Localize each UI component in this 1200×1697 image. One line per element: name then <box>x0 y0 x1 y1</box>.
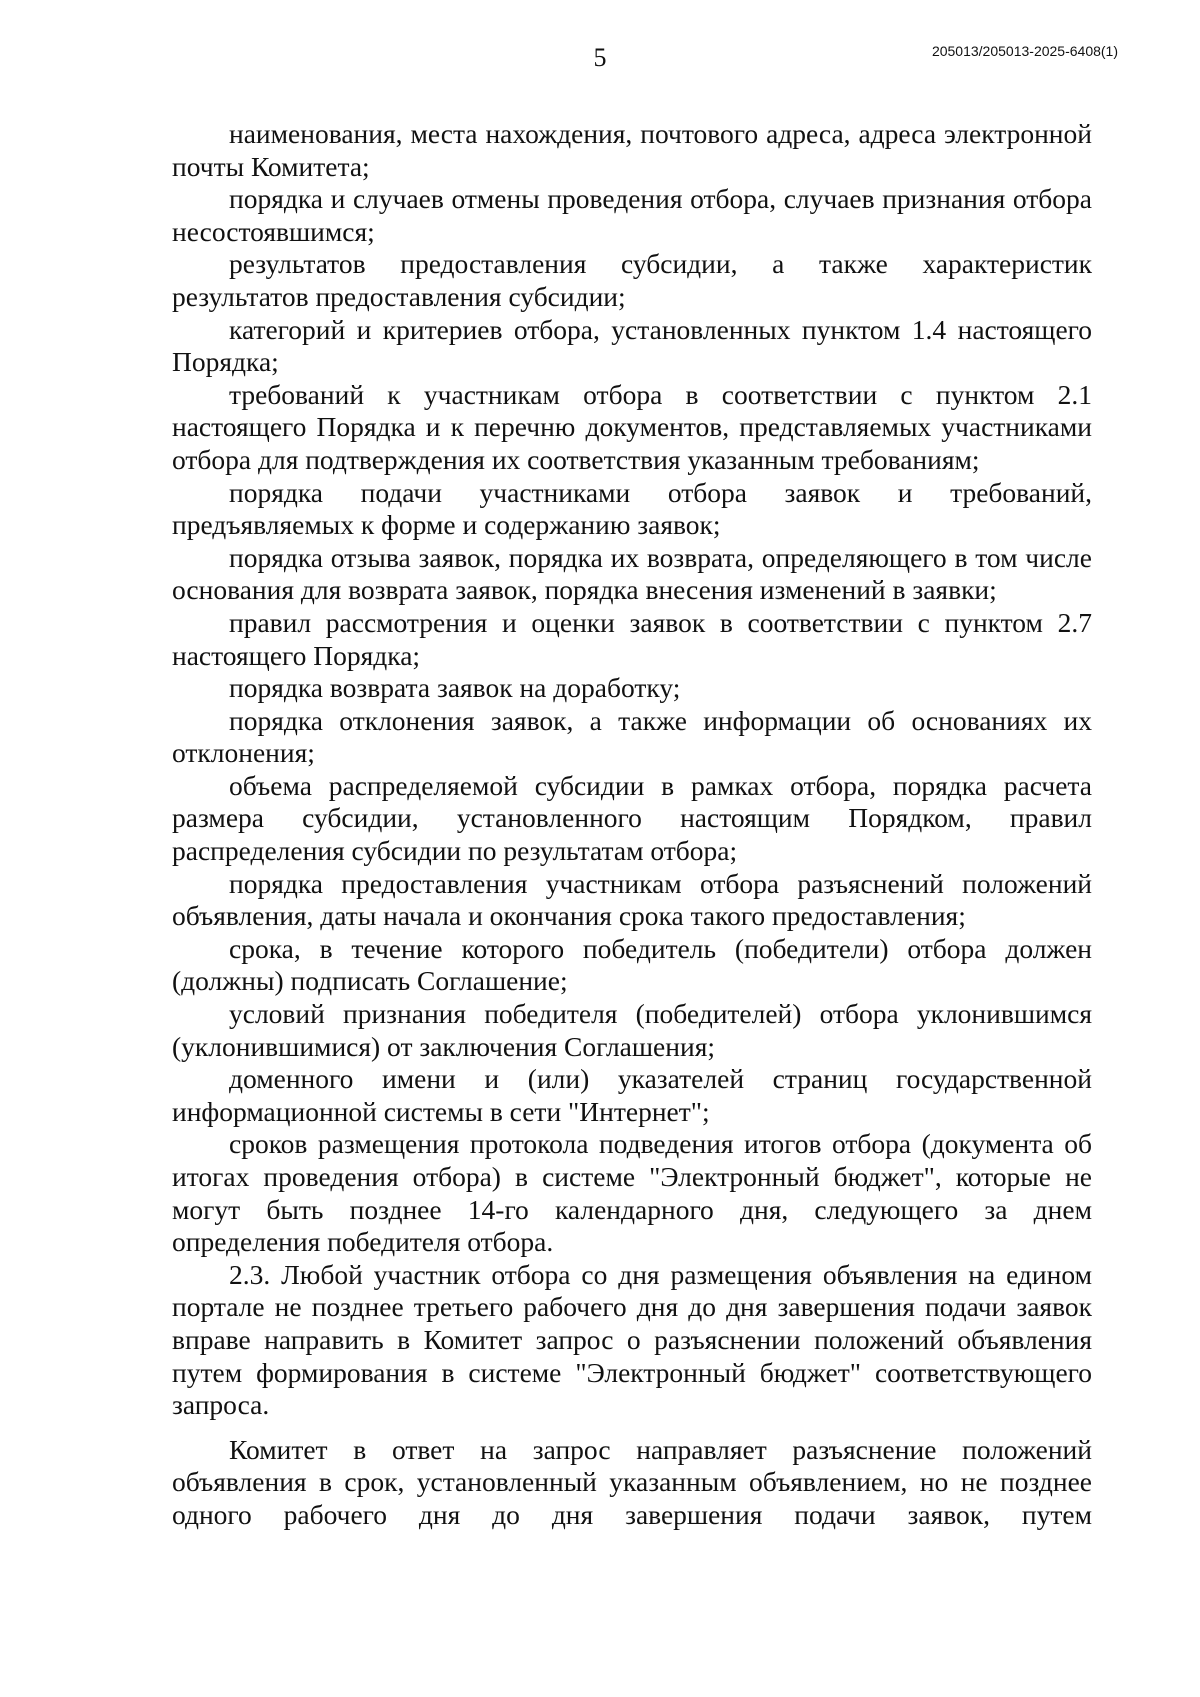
paragraph: срока, в течение которого победитель (победители) отбора должен (должны) подписать Соглашение; <box>172 932 1092 997</box>
paragraph: порядка отклонения заявок, а также информации об основаниях их отклонения; <box>172 704 1092 769</box>
paragraph: порядка подачи участниками отбора заявок и требований, предъявляемых к форме и содержанию заявок; <box>172 476 1092 541</box>
paragraph: правил рассмотрения и оценки заявок в соответствии с пунктом 2.7 настоящего Порядка; <box>172 606 1092 671</box>
paragraph: доменного имени и (или) указателей страниц государственной информационной системы в сети "Интернет"; <box>172 1063 1092 1127</box>
paragraph: порядка возврата заявок на доработку; <box>229 672 681 704</box>
paragraph: наименования, места нахождения, почтового адреса, адреса электронной почты Комитета; <box>172 118 1092 182</box>
page-number: 5 <box>593 43 607 72</box>
paragraph: порядка предоставления участникам отбора разъяснений положений объявления, даты начала и окончания срока такого предоставления; <box>172 867 1092 932</box>
paragraph: порядка и случаев отмены проведения отбора, случаев признания отбора несостоявшимся; <box>172 183 1092 247</box>
document-body <box>172 118 1092 1532</box>
document-id: 205013/205013-2025-6408(1) <box>931 43 1118 59</box>
paragraph: Комитет в ответ на запрос направляет разъяснение положений объявления в срок, установленный указанным объявлением, но не позднее одного рабочего дня до дня завершения подачи заявок, путем <box>172 1433 1092 1530</box>
paragraph: категорий и критериев отбора, установленных пунктом 1.4 настоящего Порядка; <box>172 313 1092 378</box>
paragraph: объема распределяемой субсидии в рамках отбора, порядка расчета размера субсидии, установленного настоящим Порядком, правил распределения субсидии по результатам отбора; <box>172 769 1092 867</box>
section-paragraph-2-3: 2.3. Любой участник отбора со дня размещения объявления на едином портале не позднее третьего рабочего дня до дня завершения подачи заявок вправе направить в Комитет запрос о разъяснении положений объявления путем формирования в системе "Электронный бюджет" соответствующего запроса. <box>172 1258 1092 1421</box>
paragraph: условий признания победителя (победителей) отбора уклонившимся (уклонившимися) от заключения Соглашения; <box>172 998 1092 1062</box>
paragraph: требований к участникам отбора в соответствии с пунктом 2.1 настоящего Порядка и к перечню документов, представляемых участниками отбора для подтверждения их соответствия указанным требованиям; <box>172 378 1092 475</box>
paragraph: сроков размещения протокола подведения итогов отбора (документа об итогах проведения отбора) в системе "Электронный бюджет", которые не могут быть позднее 14-го календарного дня, следующего за днем определения победителя отбора. <box>172 1128 1092 1258</box>
paragraph: порядка отзыва заявок, порядка их возврата, определяющего в том числе основания для возврата заявок, порядка внесения изменений в заявки; <box>172 541 1092 606</box>
paragraph: результатов предоставления субсидии, а также характеристик результатов предоставления субсидии; <box>172 248 1092 312</box>
